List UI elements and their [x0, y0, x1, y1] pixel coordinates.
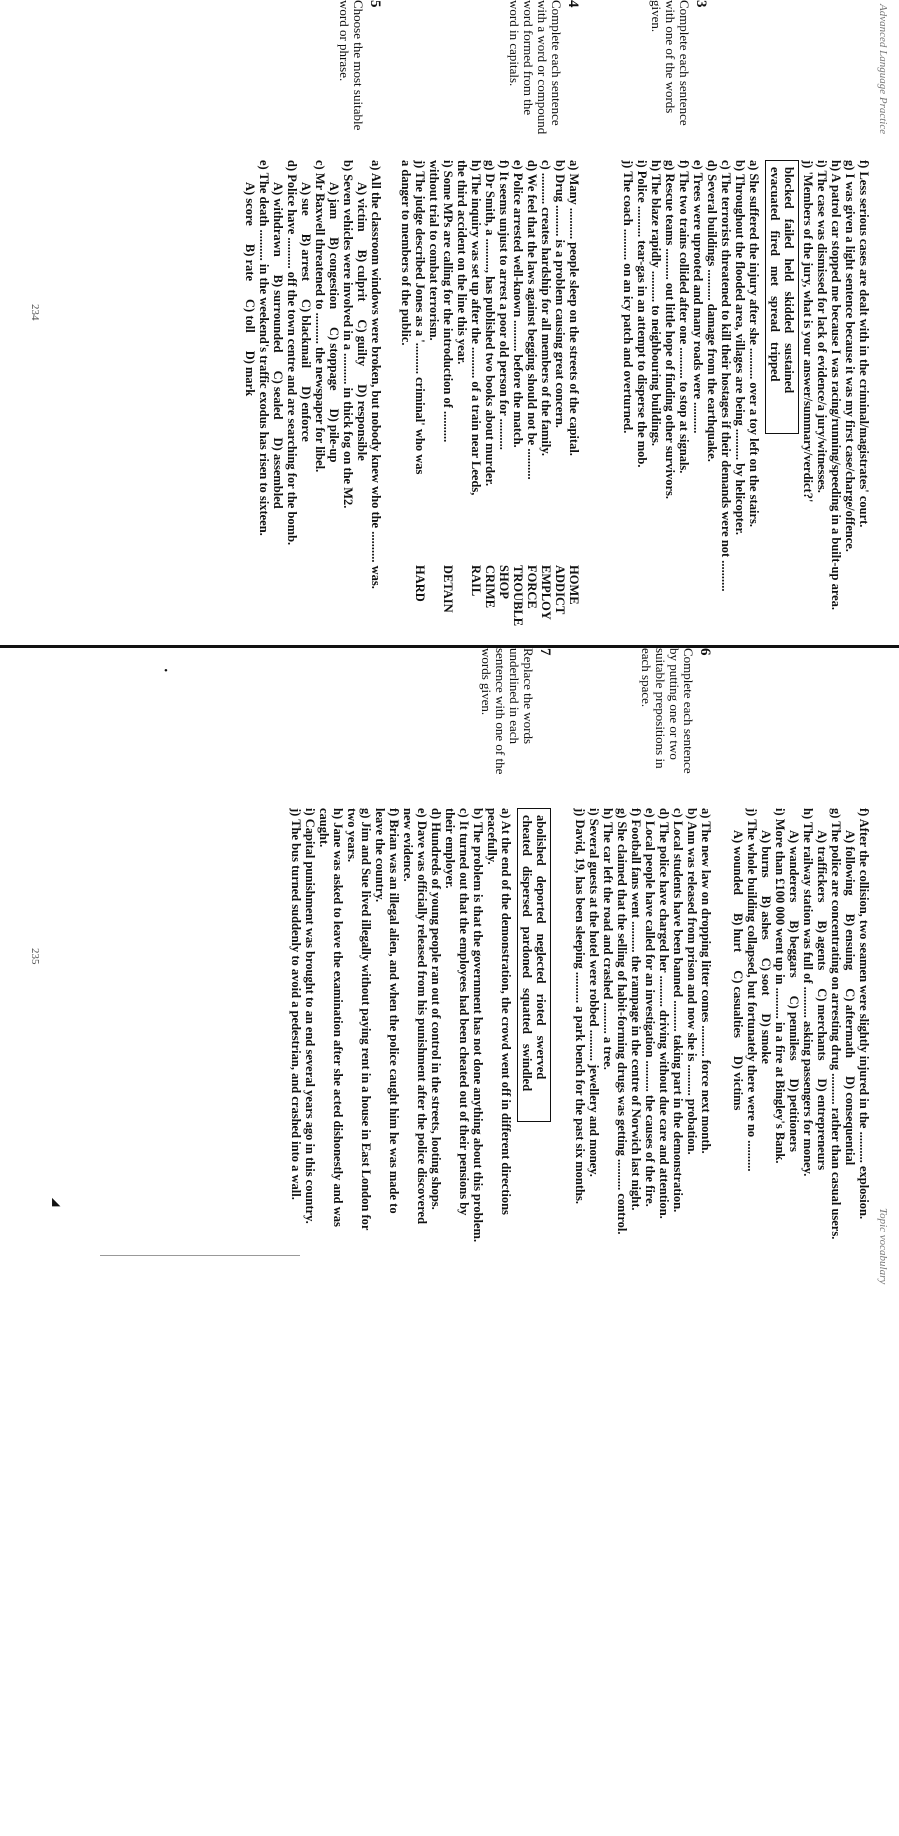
list-item: g) I was given a light sentence because it was my first case/charge/offence.	[843, 160, 857, 552]
list-item: e) Police arrested well-known .......... before the match.	[511, 160, 525, 448]
list-item: g) Dr Smith, a .........., has published two books about murder.	[483, 160, 497, 487]
word-box	[765, 160, 799, 434]
word-option: pardoned	[520, 926, 534, 979]
list-item: their employer.	[443, 808, 457, 889]
word-stem: DETAIN	[441, 565, 455, 613]
word-option: sustained	[782, 343, 796, 394]
list-item: g) Rescue teams .......... out little hope of finding other survivors.	[663, 160, 677, 499]
word-option: swindled	[520, 1043, 534, 1092]
option: D) enforce	[299, 386, 313, 442]
option: A) victim	[355, 182, 369, 232]
option: D) entrepreneurs	[815, 1078, 829, 1171]
word-option: swerved	[534, 1035, 548, 1080]
list-item: c) It turned out that the employees had been cheated out of their pensions by	[457, 808, 471, 1216]
list-item: i) Several guests at the hotel were robbed .......... jewellery and money.	[587, 808, 601, 1177]
option: C) merchants	[815, 988, 829, 1061]
exercise-number: 3	[693, 0, 709, 8]
list-item: the third accident on the line this year.	[455, 160, 469, 365]
word-option: neglected	[534, 933, 548, 984]
list-item: i) Capital punishment was brought to an end several years ago in this country.	[303, 808, 317, 1224]
word-box	[517, 808, 551, 1122]
option: C) aftermath	[843, 988, 857, 1059]
word-stem	[427, 565, 441, 645]
list-item: g) Jim and Sue lived illegally without paying rent in a house in East London for	[359, 808, 373, 1231]
word-option: squatted	[520, 988, 534, 1034]
exercise-instruction: Complete each sentence with a word or compound word formed from the word in capitals.	[507, 0, 564, 135]
list-item: i) Some MPs are calling for the introduction of ..........	[441, 160, 455, 443]
scan-mark-line	[100, 1255, 300, 1256]
scan-speck: •	[164, 665, 168, 677]
option: A) burns	[759, 830, 773, 878]
list-item: f) It seems unjust to arrest a poor old person for ..........	[497, 160, 511, 450]
word-stem: FORCE	[525, 565, 539, 609]
option: C) stoppage	[327, 327, 341, 391]
list-item: e) Dave was officially released from his punishment after the police discovered	[415, 808, 429, 1225]
list-item: f) The two trains collided after one .......... to stop at signals.	[677, 160, 691, 474]
list-item: new evidence.	[401, 808, 415, 882]
option: D) victims	[731, 1055, 745, 1111]
list-item: c) The terrorists threatened to kill their hostages if their demands were not ..........	[719, 160, 733, 592]
list-item: c) Mr Baxwell threatened to .......... the newspaper for libel.	[313, 160, 327, 473]
word-option: rioted	[534, 993, 548, 1026]
option: B) ashes	[759, 895, 773, 940]
word-option: fired	[768, 230, 782, 256]
list-item: leave the country.	[373, 808, 387, 903]
list-item: c) Local students have been banned .......... taking part in the demonstration.	[671, 808, 685, 1213]
word-stem: RAIL	[469, 565, 483, 597]
option: C) penniless	[787, 995, 801, 1061]
list-item: f) Less serious cases are dealt with in the criminal/magistrates' court.	[857, 160, 871, 528]
option: D) mark	[243, 350, 257, 397]
word-option: deported	[534, 875, 548, 924]
list-item: without trial to combat terrorism.	[427, 160, 441, 341]
exercise-5	[223, 0, 383, 645]
exercise-instruction: Choose the most suitable word or phrase.	[337, 0, 366, 131]
option: B) arrest	[299, 233, 313, 282]
exercise-instruction: Complete each sentence with one of the words given.	[649, 0, 692, 126]
exercise-number: 4	[565, 0, 581, 8]
option: B) hurt	[731, 912, 745, 953]
list-item: b) The problem is that the government has not done anything about this problem.	[471, 808, 485, 1243]
list-item: a danger to members of the public.	[399, 160, 413, 346]
word-option: spread	[768, 296, 782, 332]
list-item: j) The judge described Jones as a '.......... criminal' who was	[413, 160, 427, 475]
list-item: a) Many .......... people sleep on the streets of the capital.	[567, 160, 581, 456]
list-item: b) Drug .......... is a problem causing great concern.	[553, 160, 567, 428]
list-item: a) She suffered the injury after she .......... over a toy left on the stairs.	[747, 160, 761, 527]
running-header: Advanced Language Practice	[877, 4, 889, 135]
word-option: blocked	[782, 167, 796, 209]
word-option: abolished	[534, 815, 548, 866]
option: A) traffickers	[815, 830, 829, 903]
word-option: met	[768, 265, 782, 287]
list-item: j) The whole building collapsed, but fortunately there were no ..........	[745, 808, 759, 1172]
list-item: e) The death .......... in the weekend's traffic exodus has risen to sixteen.	[257, 160, 271, 536]
option: A) jam	[327, 182, 341, 220]
word-option: evacuated	[768, 167, 782, 221]
exercise-5-continued-items	[731, 808, 871, 1308]
exercise-6-heading	[639, 648, 713, 808]
scan-speck: ◣	[52, 1196, 61, 1208]
exercise-3	[589, 0, 871, 645]
list-item: d) Hundreds of young people ran out of control in the streets, looting shops.	[429, 808, 443, 1210]
option: D) responsible	[355, 384, 369, 461]
list-item: peacefully.	[485, 808, 499, 865]
answer-options	[759, 808, 773, 1308]
exercise-number: 5	[367, 0, 383, 8]
list-item: i) More than £100 000 went up in .......... in a fire at Bingley's Bank.	[773, 808, 787, 1164]
word-stem	[455, 565, 469, 645]
option: D) smoke	[759, 1013, 773, 1064]
list-item: h) Jane was asked to leave the examination after she acted dishonestly and was	[331, 808, 345, 1227]
exercise-4	[391, 0, 581, 645]
option: B) congestion	[327, 237, 341, 310]
answer-options	[843, 808, 857, 1308]
word-option: cheated	[520, 815, 534, 856]
option: D) assembled	[271, 437, 285, 509]
exercise-5-heading	[337, 0, 383, 160]
list-item: two years.	[345, 808, 359, 863]
list-item: e) Local people have called for an investigation .......... the causes of the fire.	[643, 808, 657, 1207]
option: B) surrounded	[271, 274, 285, 353]
exercise-instruction: Replace the words underlined in each sentence with one of the words given.	[479, 648, 536, 775]
word-option: failed	[782, 218, 796, 249]
option: C) sealed	[271, 370, 285, 420]
option: A) wounded	[731, 830, 745, 895]
page-number: 235	[29, 948, 41, 965]
option: A) sue	[299, 182, 313, 216]
list-item: h) The blaze rapidly .......... to neighbouring buildings.	[649, 160, 663, 446]
exercise-5-continued	[721, 648, 871, 1308]
exercise-4-heading	[507, 0, 581, 160]
running-header: Topic vocabulary	[877, 1208, 889, 1285]
exercise-3-heading	[649, 0, 709, 160]
list-item: b) Throughout the flooded area, villages are being .......... by helicopter.	[733, 160, 747, 536]
option: B) culprit	[355, 249, 369, 302]
list-item: c) .......... creates hardship for all members of the family.	[539, 160, 553, 457]
bottom-page-content	[0, 648, 899, 1308]
list-item: g) She claimed that the selling of habit-forming drugs was getting .......... control.	[615, 808, 629, 1235]
exercise-5-items	[243, 160, 383, 645]
bottom-page	[0, 648, 899, 1308]
word-option: tripped	[768, 341, 782, 382]
list-item: d) The police have charged her .......... driving without due care and attention.	[657, 808, 671, 1219]
option: B) ensuing	[843, 913, 857, 971]
list-item: caught.	[317, 808, 331, 848]
list-item: d) We feel that the laws against begging should not be ..........	[525, 160, 539, 480]
list-item: a) The new law on dropping litter comes .......... force next month.	[699, 808, 713, 1154]
answer-options	[299, 160, 313, 645]
word-stems-column	[413, 565, 581, 645]
option: D) pile-up	[327, 408, 341, 463]
option: B) beggars	[787, 920, 801, 978]
list-item: d) Several buildings .......... damage from the earthquake.	[705, 160, 719, 462]
word-option: held	[782, 258, 796, 282]
answer-options	[355, 160, 369, 645]
word-stem: ADDICT	[553, 565, 567, 615]
list-item: h) A patrol car stopped me because I was racing/running/speeding in a built-up area.	[829, 160, 843, 611]
word-stem: HOME	[567, 565, 581, 605]
list-item: i) The case was dismissed for lack of evidence/a jury/witnesses.	[815, 160, 829, 493]
exercise-4-items	[399, 160, 581, 550]
exercise-3-intro-items	[621, 160, 871, 645]
exercise-number: 7	[537, 648, 553, 656]
list-item: i) Police .......... tear-gas in an attempt to disperse the mob.	[635, 160, 649, 468]
exercise-7-heading	[479, 648, 553, 808]
list-item: f) Football fans went .......... the rampage in the centre of Norwich last night.	[629, 808, 643, 1211]
list-item: f) Brian was an illegal alien, and when the police caught him he was made to	[387, 808, 401, 1214]
list-item: j) The coach .......... on an icy patch and overturned.	[621, 160, 635, 434]
word-stem: HARD	[413, 565, 427, 602]
option: D) consequential	[843, 1076, 857, 1166]
answer-options	[243, 160, 257, 645]
list-item: h) The inquiry was set up after the .......... of a train near Leeds,	[469, 160, 483, 496]
option: A) wanderers	[787, 830, 801, 903]
option: B) agents	[815, 920, 829, 971]
list-item: a) All the classroom windows were broken, but nobody knew who the .......... was.	[369, 160, 383, 589]
list-item: d) Police have .......... off the town centre and are searching for the bomb.	[285, 160, 299, 546]
option: A) following	[843, 830, 857, 896]
list-item: b) Ann was released from prison and now she is .......... probation.	[685, 808, 699, 1155]
list-item: a) At the end of the demonstration, the crowd went off in different directions	[499, 808, 513, 1215]
word-stem: SHOP	[497, 565, 511, 600]
word-stem: CRIME	[483, 565, 497, 609]
list-item: h) The car left the road and crashed .......... a tree.	[601, 808, 615, 1070]
page-number: 234	[29, 304, 41, 321]
answer-options	[815, 808, 829, 1308]
exercise-6	[563, 648, 713, 1308]
exercise-7	[289, 648, 553, 1308]
answer-options	[731, 808, 745, 1308]
list-item: f) After the collision, two seamen were slightly injured in the .......... explosion.	[857, 808, 871, 1220]
word-stem: EMPLOY	[539, 565, 553, 620]
list-item: j) 'Members of the jury, what is your answer/summary/verdict?'	[801, 160, 815, 503]
option: C) casualties	[731, 970, 745, 1038]
option: C) toll	[243, 299, 257, 333]
option: C) soot	[759, 957, 773, 996]
list-item: h) The railway station was full of .......... asking passengers for money.	[801, 808, 815, 1177]
top-page-content	[0, 0, 899, 645]
word-option: skidded	[782, 291, 796, 334]
option: C) blackmail	[299, 299, 313, 369]
option: A) score	[243, 182, 257, 226]
list-item: j) David, 19, has been sleeping .......... a park bench for the past six months.	[573, 808, 587, 1204]
exercise-7-items	[289, 808, 553, 1308]
answer-options	[787, 808, 801, 1308]
exercise-instruction: Complete each sentence by putting one or two suitable prepositions in each space.	[639, 648, 696, 774]
list-item: e) Trees were uprooted and many roads were ..........	[691, 160, 705, 434]
top-page	[0, 0, 899, 645]
answer-options	[271, 160, 285, 645]
word-option: dispersed	[520, 865, 534, 917]
option: A) withdrawn	[271, 182, 285, 257]
exercise-6-items	[573, 808, 713, 1308]
answer-options	[327, 160, 341, 645]
option: B) rate	[243, 243, 257, 281]
word-stem: TROUBLE	[511, 565, 525, 627]
option: C) guilty	[355, 319, 369, 367]
exercise-number: 6	[697, 648, 713, 656]
option: D) petitioners	[787, 1078, 801, 1152]
list-item: j) The bus turned suddenly to avoid a pedestrian, and crashed into a wall.	[289, 808, 303, 1200]
list-item: b) Seven vehicles were involved in a .......... in thick fog on the M2.	[341, 160, 355, 509]
list-item: g) The police are concentrating on arresting drug .......... rather than casual users.	[829, 808, 843, 1240]
